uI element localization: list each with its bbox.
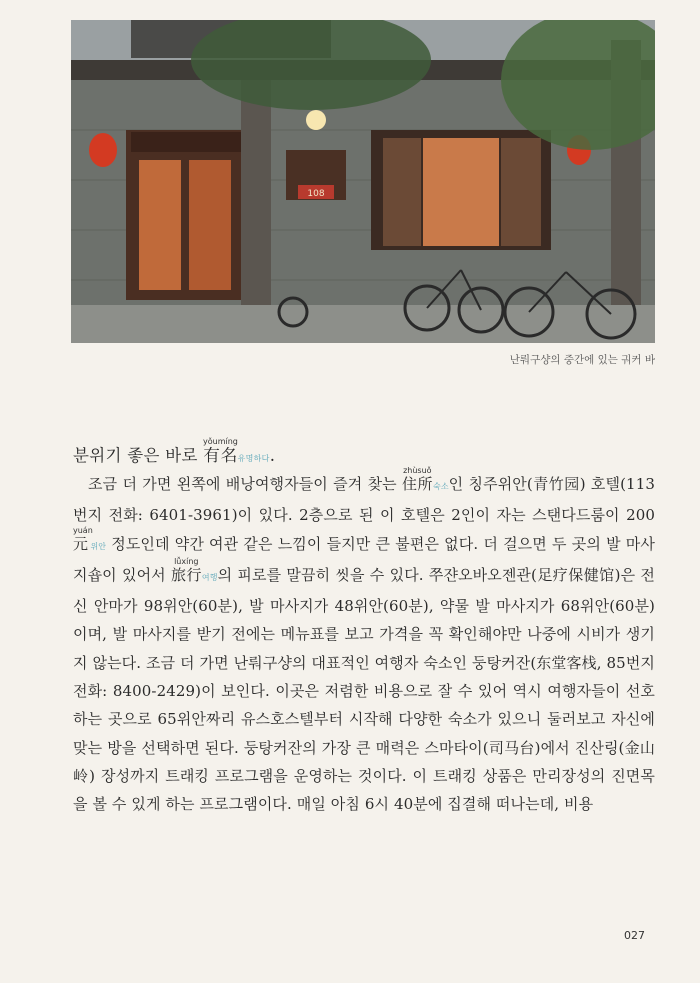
term-zhusuo: 住所zhùsuǒ <box>402 466 434 493</box>
gloss-youming: 유명하다 <box>237 454 270 463</box>
photo-illustration <box>71 20 655 343</box>
svg-text:108: 108 <box>307 189 325 199</box>
bar-storefront-photo <box>71 20 655 343</box>
term-luxing: 旅行lǚxíng <box>171 556 202 584</box>
term-youming: 有名yǒumíng <box>203 437 238 465</box>
page-number: 027 <box>624 929 645 942</box>
intro-text-after: . <box>269 446 276 465</box>
photo-caption: 난뤄구샹의 중간에 있는 궈커 바 <box>509 354 655 366</box>
paragraph: 조금 더 가면 왼쪽에 배낭여행자들이 즐겨 찾는 住所zhùsuǒ숙소인 칭주위안(青竹园) 호텔(113번지 전화: 6401-3961)이 있다. 2층으로 된 이 호텔은 2인이 자는 스탠다드룸이 200 元yuán위안 정도인데 약간 여관 같은 느낌이 들지만 큰 불편은 없다. 더 걸으면 두 곳의 발 마사지숍이 있어서 旅行lǚxíng여행의 피로를 말끔히 씻을 수 있다. 쭈쟌오바오젠관(足疗保健馆)은 전신 안마가 98위안(60분), 발 마사지가 48위안(60분), 약물 발 마사지가 68위안(60분)이며, 발 마사지를 받기 전에는 메뉴표를 보고 가격을 꼭 확인해야만 나중에 시비가 생기지 않는다. 조금 더 가면 난뤄구샹의 대표적인 여행자 숙소인 둥탕커잔(东堂客栈, 85번지 전화: 8400-2429)이 보인다. 이곳은 저렴한 비용으로 잘 수 있어 역시 여행자들이 선호하는 곳으로 65위안짜리 유스호스텔부터 시작해 다양한 숙소가 있으니 둘러보고 자신에 맞는 방을 선택하면 된다. 둥탕커잔의 가장 큰 매력은 스마타이(司马台)에서 진산링(金山岭) 장성까지 트래킹 프로그램을 운영하는 것이다. 이 트래킹 상품은 만리장성의 진면목을 볼 수 있게 하는 프로그램이다. 매일 아침 6시 40분에 집결해 떠나는데, 비용 <box>73 466 655 814</box>
term-yuan: 元yuán <box>73 525 93 553</box>
body-text <box>73 466 655 819</box>
gloss-luxing: 여행 <box>201 572 218 582</box>
intro-line <box>73 437 275 466</box>
gloss-zhusuo: 숙소 <box>433 482 449 491</box>
gloss-yuan: 위안 <box>90 541 107 551</box>
intro-text-before: 분위기 좋은 바로 <box>73 446 204 465</box>
